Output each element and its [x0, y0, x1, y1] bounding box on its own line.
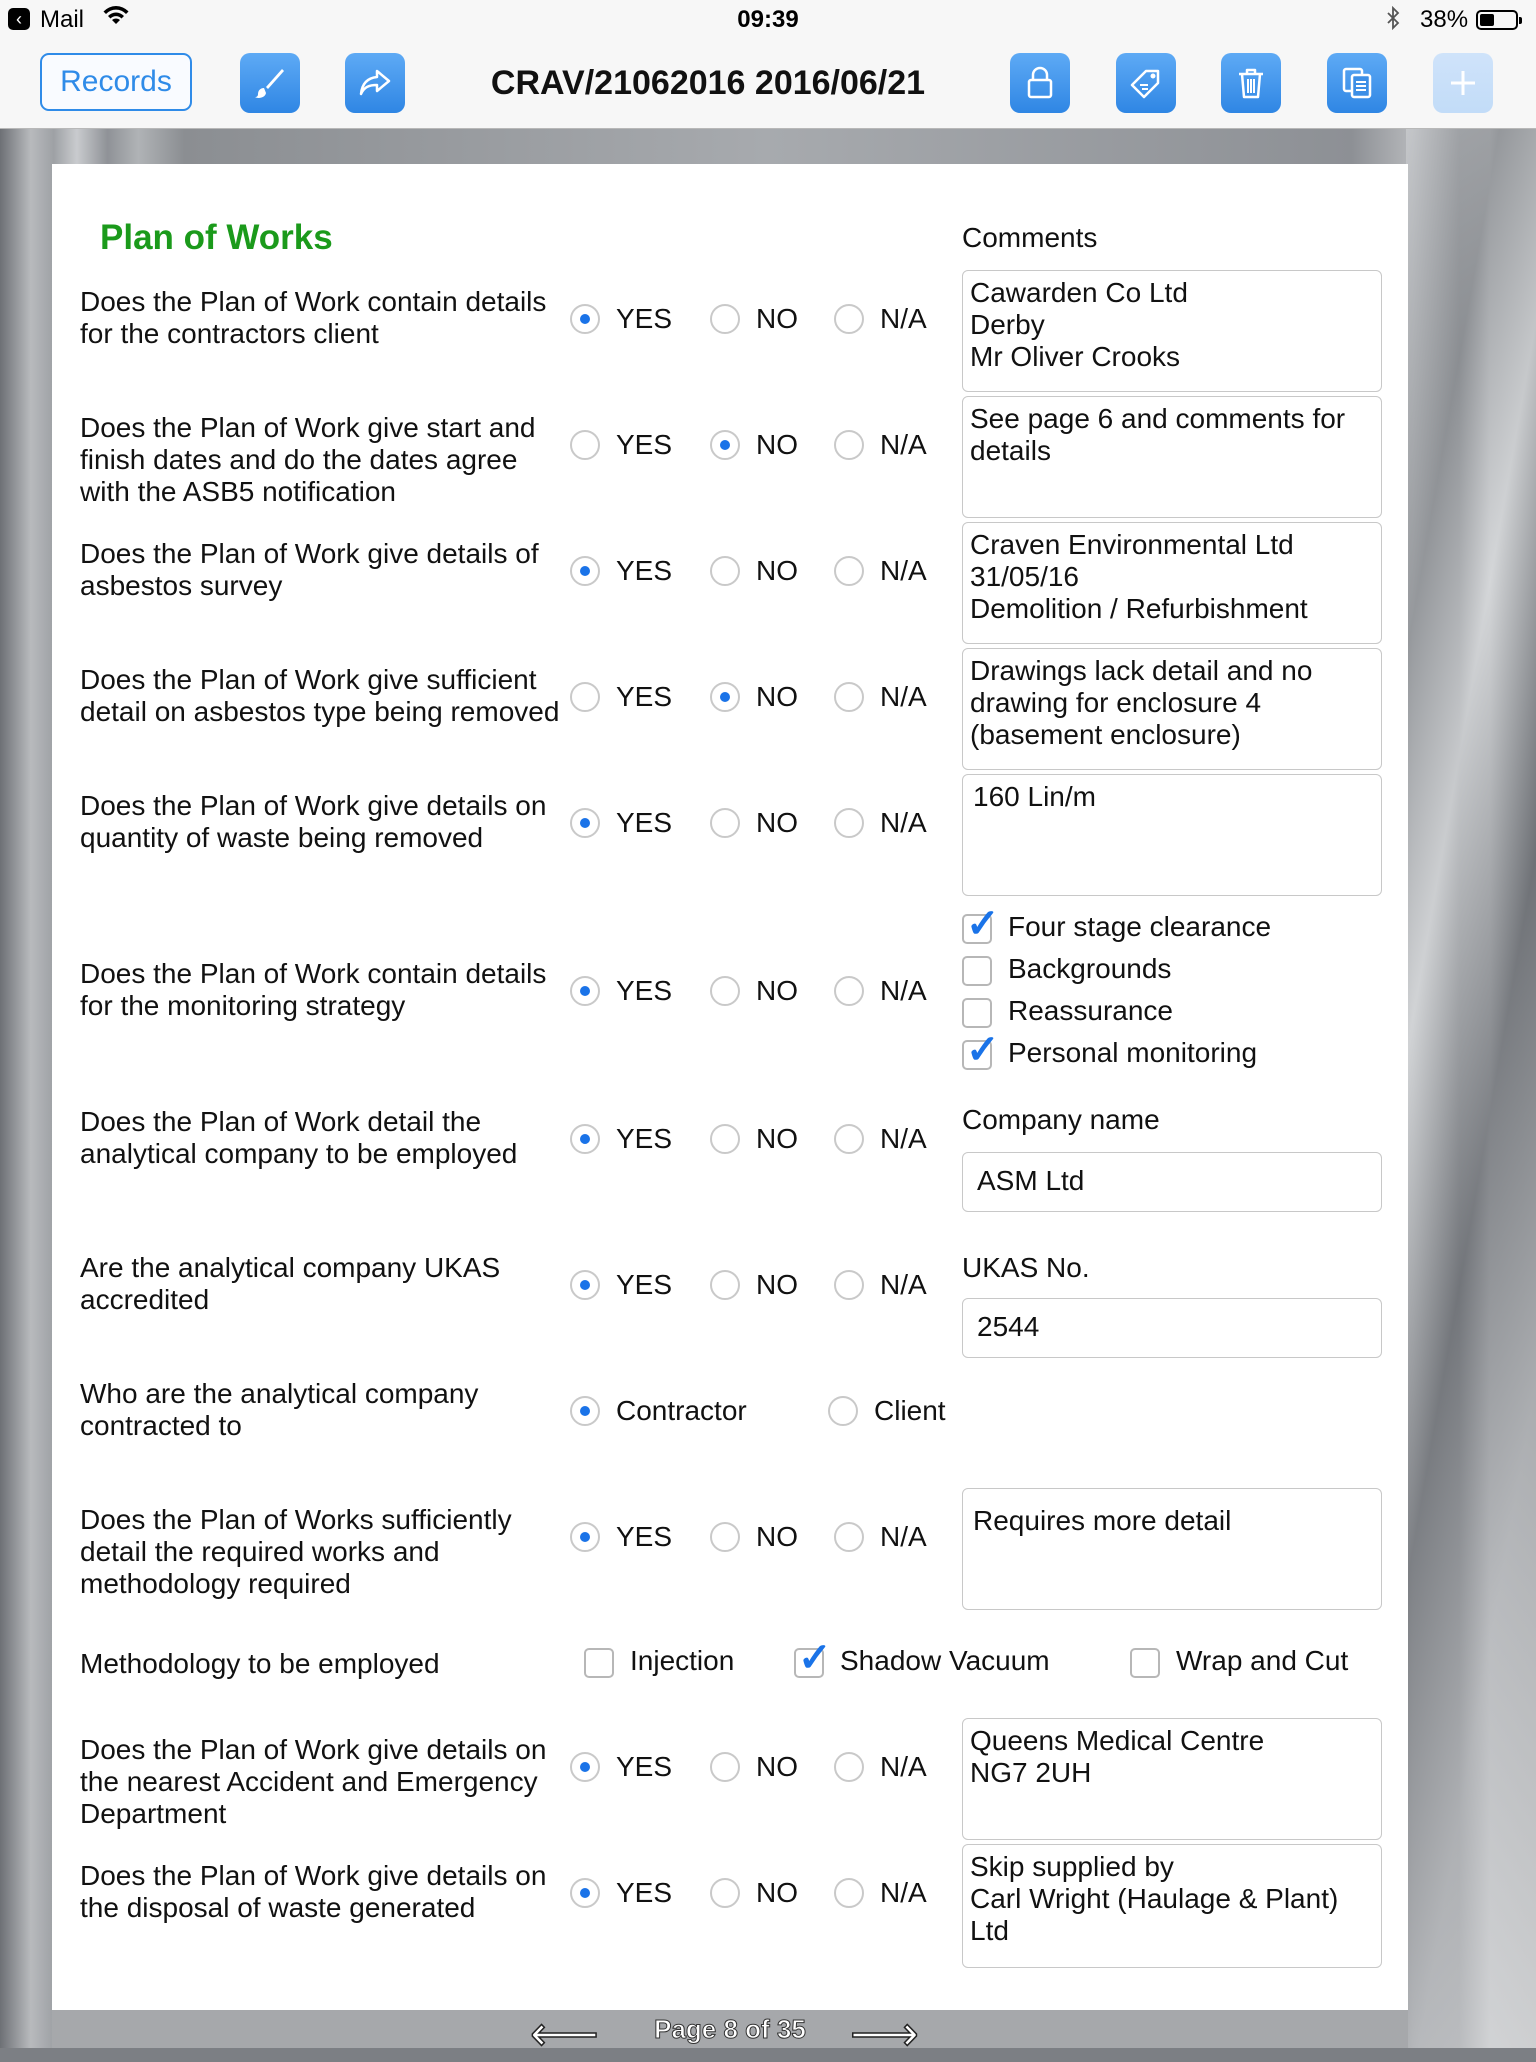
comment-field[interactable]: Skip supplied by Carl Wright (Haulage & Plant) Ltd: [962, 1844, 1382, 1968]
option-na-label: N/A: [880, 1751, 927, 1782]
option-na-label: N/A: [880, 1123, 927, 1154]
comment-field[interactable]: Cawarden Co Ltd Derby Mr Oliver Crooks: [962, 270, 1382, 392]
option-no-label: NO: [756, 429, 798, 460]
radio-yes[interactable]: [570, 682, 600, 712]
bluetooth-icon: [1386, 6, 1400, 36]
option-yes-label: YES: [616, 807, 673, 838]
add-icon[interactable]: [1433, 53, 1493, 113]
paintbrush-icon[interactable]: [240, 53, 300, 113]
question-contracted-to: Who are the analytical company contracted to: [80, 1378, 479, 1441]
checkmark-icon: ✓: [798, 1636, 832, 1680]
question-monitoring-strategy: Does the Plan of Work contain details for the monitoring strategy: [80, 958, 547, 1021]
checkbox-label: Personal monitoring: [1008, 1037, 1258, 1068]
radio-na[interactable]: [834, 1270, 864, 1300]
form-page: [52, 164, 1408, 2014]
trash-icon[interactable]: [1221, 53, 1281, 113]
next-page-arrow-icon[interactable]: ⟶: [850, 2008, 919, 2061]
checkbox-shadow-vacuum[interactable]: [794, 1636, 832, 1680]
option-yes-label: YES: [616, 1521, 673, 1552]
radio-no[interactable]: [710, 304, 740, 334]
option-contractor-label: Contractor: [616, 1395, 747, 1426]
ukas-number-label: UKAS No.: [962, 1252, 1090, 1283]
option-no-label: NO: [756, 1123, 798, 1154]
option-na-label: N/A: [880, 1269, 927, 1300]
question-ukas-accredited: Are the analytical company UKAS accredited: [80, 1252, 501, 1315]
page-indicator: Page 8 of 35: [654, 2014, 806, 2044]
question-asbestos-survey: Does the Plan of Work give details of asbestos survey: [80, 538, 539, 601]
radio-yes[interactable]: [570, 976, 600, 1006]
option-no-label: NO: [756, 303, 798, 334]
radio-no[interactable]: [710, 808, 740, 838]
option-na-label: N/A: [880, 1521, 927, 1552]
checkbox-backgrounds[interactable]: [962, 956, 992, 986]
company-name-field[interactable]: ASM Ltd: [962, 1152, 1382, 1212]
option-yes-label: YES: [616, 975, 673, 1006]
option-na-label: N/A: [880, 681, 927, 712]
comment-field[interactable]: Craven Environmental Ltd 31/05/16 Demolition / Refurbishment: [962, 522, 1382, 644]
radio-yes[interactable]: [570, 808, 600, 838]
radio-na[interactable]: [834, 430, 864, 460]
comment-field[interactable]: 160 Lin/m: [962, 774, 1382, 896]
option-no-label: NO: [756, 1877, 798, 1908]
copy-icon[interactable]: [1327, 53, 1387, 113]
comment-field[interactable]: Drawings lack detail and no drawing for enclosure 4 (basement enclosure): [962, 648, 1382, 770]
question-waste-disposal: Does the Plan of Work give details on the disposal of waste generated: [80, 1860, 547, 1923]
checkbox-personal-monitoring[interactable]: [962, 1028, 1000, 1072]
section-title: Plan of Works: [100, 218, 333, 257]
back-arrow-icon[interactable]: ‹: [8, 8, 30, 30]
checkbox-wrap-and-cut[interactable]: [1130, 1648, 1160, 1678]
lock-icon[interactable]: [1010, 53, 1070, 113]
radio-no[interactable]: [710, 1752, 740, 1782]
option-no-label: NO: [756, 1751, 798, 1782]
ukas-number-field[interactable]: 2544: [962, 1298, 1382, 1358]
checkmark-icon: ✓: [966, 1028, 1000, 1072]
option-na-label: N/A: [880, 429, 927, 460]
checkbox-label: Backgrounds: [1008, 953, 1172, 984]
share-icon[interactable]: [345, 53, 405, 113]
radio-no[interactable]: [710, 1878, 740, 1908]
previous-page-arrow-icon[interactable]: ⟵: [530, 2008, 599, 2061]
radio-yes[interactable]: [570, 1878, 600, 1908]
status-bar: [0, 0, 1536, 40]
option-no-label: NO: [756, 1269, 798, 1300]
battery-icon: [1476, 10, 1518, 30]
radio-na[interactable]: [834, 1522, 864, 1552]
question-waste-quantity: Does the Plan of Work give details on quantity of waste being removed: [80, 790, 547, 853]
radio-no[interactable]: [710, 1270, 740, 1300]
method-label: Wrap and Cut: [1176, 1645, 1349, 1676]
option-na-label: N/A: [880, 807, 927, 838]
option-yes-label: YES: [616, 1269, 673, 1300]
checkbox-label: Reassurance: [1008, 995, 1173, 1026]
back-to-app-label[interactable]: Mail: [40, 6, 85, 33]
radio-na[interactable]: [834, 1124, 864, 1154]
radio-na[interactable]: [834, 556, 864, 586]
question-works-detail: Does the Plan of Works sufficiently detail the required works and methodology required: [80, 1504, 512, 1599]
checkbox-reassurance[interactable]: [962, 998, 992, 1028]
option-na-label: N/A: [880, 555, 927, 586]
tag-icon[interactable]: [1116, 53, 1176, 113]
option-na-label: N/A: [880, 1877, 927, 1908]
radio-na[interactable]: [834, 1752, 864, 1782]
checkbox-injection[interactable]: [584, 1648, 614, 1678]
option-yes-label: YES: [616, 555, 673, 586]
page-navigator: [52, 2008, 1408, 2061]
option-no-label: NO: [756, 975, 798, 1006]
radio-no[interactable]: [710, 682, 740, 712]
question-analytical-company: Does the Plan of Work detail the analytical company to be employed: [80, 1106, 518, 1169]
battery-percentage: 38%: [1420, 6, 1469, 33]
option-yes-label: YES: [616, 1123, 673, 1154]
option-yes-label: YES: [616, 429, 673, 460]
option-yes-label: YES: [616, 1877, 673, 1908]
radio-yes[interactable]: [570, 304, 600, 334]
checkmark-icon: ✓: [966, 902, 1000, 946]
background-highlight: [1406, 128, 1536, 2048]
option-yes-label: YES: [616, 1751, 673, 1782]
option-no-label: NO: [756, 555, 798, 586]
radio-yes[interactable]: [570, 1270, 600, 1300]
option-no-label: NO: [756, 681, 798, 712]
method-label: Injection: [630, 1645, 735, 1676]
radio-yes[interactable]: [570, 556, 600, 586]
radio-no[interactable]: [710, 1522, 740, 1552]
radio-no[interactable]: [710, 1124, 740, 1154]
radio-client[interactable]: [828, 1396, 858, 1426]
option-na-label: N/A: [880, 303, 927, 334]
radio-yes[interactable]: [570, 430, 600, 460]
option-no-label: NO: [756, 807, 798, 838]
checkbox-four-stage-clearance[interactable]: [962, 902, 1000, 946]
comment-field[interactable]: See page 6 and comments for details: [962, 396, 1382, 518]
radio-yes[interactable]: [570, 1124, 600, 1154]
option-client-label: Client: [874, 1395, 946, 1426]
radio-na[interactable]: [834, 1878, 864, 1908]
question-dates: Does the Plan of Work give start and finish dates and do the dates agree with the ASB5 notification: [80, 412, 536, 507]
comments-column-label: Comments: [962, 222, 1098, 253]
question-methodology: Methodology to be employed: [80, 1648, 440, 1679]
option-no-label: NO: [756, 1521, 798, 1552]
comment-field[interactable]: Queens Medical Centre NG7 2UH: [962, 1718, 1382, 1840]
radio-yes[interactable]: [570, 1522, 600, 1552]
question-asbestos-type: Does the Plan of Work give sufficient detail on asbestos type being removed: [80, 664, 560, 727]
clock: 09:39: [737, 6, 799, 33]
toolbar: [0, 40, 1536, 129]
radio-no[interactable]: [710, 556, 740, 586]
checkbox-label: Four stage clearance: [1008, 911, 1272, 942]
method-label: Shadow Vacuum: [840, 1645, 1050, 1676]
radio-no[interactable]: [710, 430, 740, 460]
radio-yes[interactable]: [570, 1752, 600, 1782]
question-client-details: Does the Plan of Work contain details for the contractors client: [80, 286, 547, 349]
document-title: CRAV/21062016 2016/06/21: [490, 64, 926, 102]
radio-na[interactable]: [834, 304, 864, 334]
radio-na[interactable]: [834, 976, 864, 1006]
comment-field[interactable]: Requires more detail: [962, 1488, 1382, 1610]
radio-na[interactable]: [834, 808, 864, 838]
records-button[interactable]: Records: [40, 53, 192, 111]
question-accident-emergency: Does the Plan of Work give details on the nearest Accident and Emergency Department: [80, 1734, 547, 1829]
option-yes-label: YES: [616, 303, 673, 334]
option-na-label: N/A: [880, 975, 927, 1006]
radio-contractor[interactable]: [570, 1396, 600, 1426]
option-yes-label: YES: [616, 681, 673, 712]
radio-no[interactable]: [710, 976, 740, 1006]
company-name-label: Company name: [962, 1104, 1160, 1135]
radio-na[interactable]: [834, 682, 864, 712]
